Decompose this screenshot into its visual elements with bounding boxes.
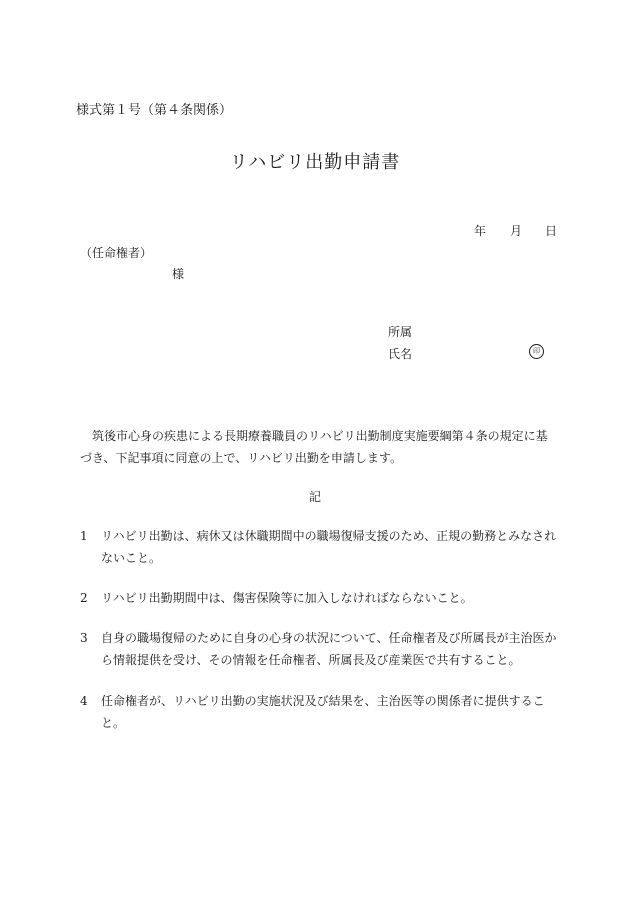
list-item-text: リハビリ出勤は、病休又は休職期間中の職場復帰支援のため、正規の勤務とみなされないこと。 <box>101 529 557 565</box>
list-item <box>80 587 558 609</box>
list-item-text: 自身の職場復帰のために自身の心身の状況について、任命権者及び所属長が主治医から情報提供を受け、その情報を任命権者、所属長及び産業医で共有すること。 <box>101 631 557 667</box>
addressee-honorific: 様 <box>172 267 185 281</box>
list-item-text: リハビリ出勤期間中は、傷害保険等に加入しなければならないこと。 <box>101 591 473 605</box>
date-day-label: 日 <box>545 224 558 238</box>
list-item-number: 2 <box>80 591 88 605</box>
date-year-label: 年 <box>474 224 487 238</box>
date-month-label: 月 <box>510 224 523 238</box>
list-item-number: 3 <box>80 631 88 645</box>
list-item <box>80 525 558 569</box>
addressee-authority: （任命権者） <box>80 246 153 260</box>
list-item-number: 4 <box>80 694 88 708</box>
list-item <box>80 690 558 734</box>
application-paragraph: 筑後市心身の疾患による長期療養職員のリハビリ出勤制度実施要綱第４条の規定に基づき、下記事項に同意の上で、リハビリ出勤を申請します。 <box>80 429 548 465</box>
document-title: リハビリ出勤申請書 <box>229 152 401 173</box>
seal-mark-icon: 印 <box>529 344 544 359</box>
affiliation-label: 所属 <box>388 325 413 339</box>
list-item <box>80 627 558 671</box>
form-number: 様式第１号（第４条関係） <box>76 103 233 118</box>
list-item-number: 1 <box>80 529 88 543</box>
list-item-text: 任命権者が、リハビリ出勤の実施状況及び結果を、主治医等の関係者に提供すること。 <box>101 694 545 730</box>
ki-heading: 記 <box>308 490 321 504</box>
name-label: 氏名 <box>388 347 413 361</box>
